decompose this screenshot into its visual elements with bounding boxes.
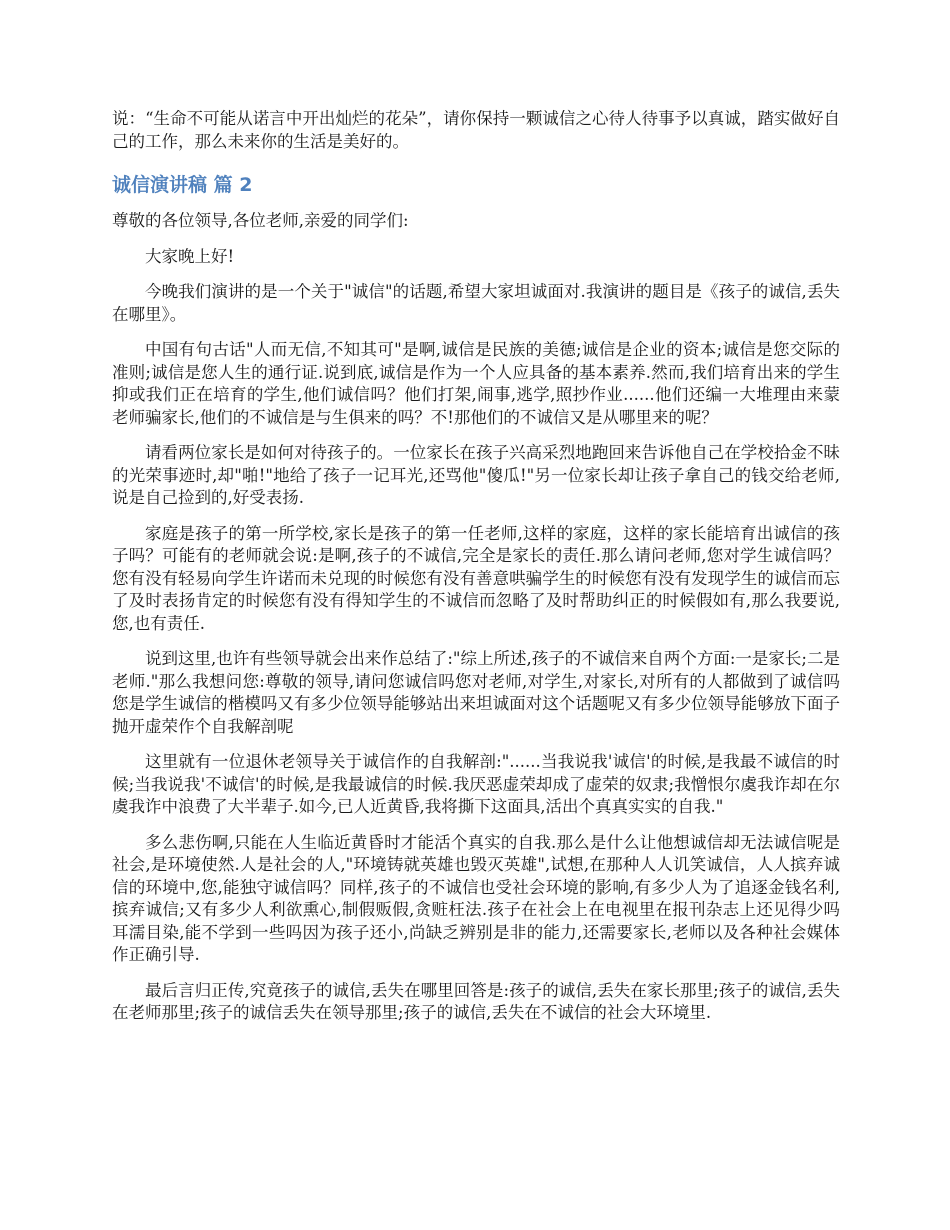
body-paragraph: 家庭是孩子的第一所学校,家长是孩子的第一任老师,这样的家庭，这样的家长能培育出诚信的孩子吗？可能有的老师就会说:是啊,孩子的不诚信,完全是家长的责任.那么请问老师,您对学生诚信吗？您有没有轻易向学生许诺而未兑现的时候您有没有善意哄骗学生的时候您有没有发现学生的诚信而忘了及时表扬肯定的时候您有没有得知学生的不诚信而忽略了及时帮助纠正的时候假如有,那么我要说,您,也有责任. xyxy=(112,523,840,633)
body-paragraph: 请看两位家长是如何对待孩子的。一位家长在孩子兴高采烈地跑回来告诉他自己在学校拾金不昧的光荣事迹时,却"啪!"地给了孩子一记耳光,还骂他"傻瓜!"另一位家长却让孩子拿自己的钱交给老师,说是自己捡到的,好受表扬. xyxy=(112,443,840,507)
closing-paragraph: 最后言归正传,究竟孩子的诚信,丢失在哪里回答是:孩子的诚信,丢失在家长那里;孩子的诚信,丢失在老师那里;孩子的诚信丢失在领导那里;孩子的诚信,丢失在不诚信的社会大环境里. xyxy=(112,980,840,1022)
body-paragraph: 说到这里,也许有些领导就会出来作总结了:"综上所述,孩子的不诚信来自两个方面:一是家长;二是老师."那么我想问您:尊敬的领导,请问您诚信吗您对老师,对学生,对家长,对所有的人都做到了诚信吗您是学生诚信的楷模吗又有多少位领导能够站出来坦诚面对这个话题呢又有多少位领导能够放下面子抛开虚荣作个自我解剖呢 xyxy=(112,649,840,736)
body-paragraph: 多么悲伤啊,只能在人生临近黄昏时才能活个真实的自我.那么是什么让他想诚信却无法诚信呢是社会,是环境使然.人是社会的人,"环境铸就英雄也毁灭英雄",试想,在那种人人讥笑诚信，人人摈弃诚信的环境中,您,能独守诚信吗？同样,孩子的不诚信也受社会环境的影响,有多少人为了追逐金钱名利,摈弃诚信;又有多少人利欲熏心,制假贩假,贪赃枉法.孩子在社会上在电视里在报刊杂志上还见得少吗耳濡目染,能不学到一些吗因为孩子还小,尚缺乏辨别是非的能力,还需要家长,老师以及各种社会媒体作正确引导. xyxy=(112,832,840,964)
document-page xyxy=(112,108,840,1025)
body-paragraph: 中国有句古话"人而无信,不知其可"是啊,诚信是民族的美德;诚信是企业的资本;诚信是您交际的准则;诚信是您人生的通行证.说到底,诚信是作为一个人应具备的基本素养.然而,我们培育出来的学生抑或我们正在培育的学生,他们诚信吗？他们打架,闹事,逃学,照抄作业......他们还编一大堆理由来蒙老师骗家长,他们的不诚信是与生俱来的吗？不!那他们的不诚信又是从哪里来的呢？ xyxy=(112,340,840,427)
section-heading: 诚信演讲稿 篇 2 xyxy=(112,174,253,196)
greeting-paragraph: 大家晚上好! xyxy=(145,246,235,266)
body-paragraph: 今晚我们演讲的是一个关于"诚信"的话题,希望大家坦诚面对.我演讲的题目是《孩子的诚信,丢失在哪里》。 xyxy=(112,282,840,324)
salutation: 尊敬的各位领导,各位老师,亲爱的同学们: xyxy=(112,211,409,230)
intro-paragraph: 说：“生命不可能从诺言中开出灿烂的花朵”，请你保持一颗诚信之心待人待事予以真诚，踏实做好自己的工作，那么未来你的生活是美好的。 xyxy=(112,109,840,151)
body-paragraph: 这里就有一位退休老领导关于诚信作的自我解剖:"......当我说我'诚信'的时候,是我最不诚信的时候;当我说我'不诚信'的时候,是我最诚信的时候.我厌恶虚荣却成了虚荣的奴隶;我憎恨尔虞我诈却在尔虞我诈中浪费了大半辈子.如今,已人近黄昏,我将撕下这面具,活出个真真实实的自我." xyxy=(112,752,840,816)
